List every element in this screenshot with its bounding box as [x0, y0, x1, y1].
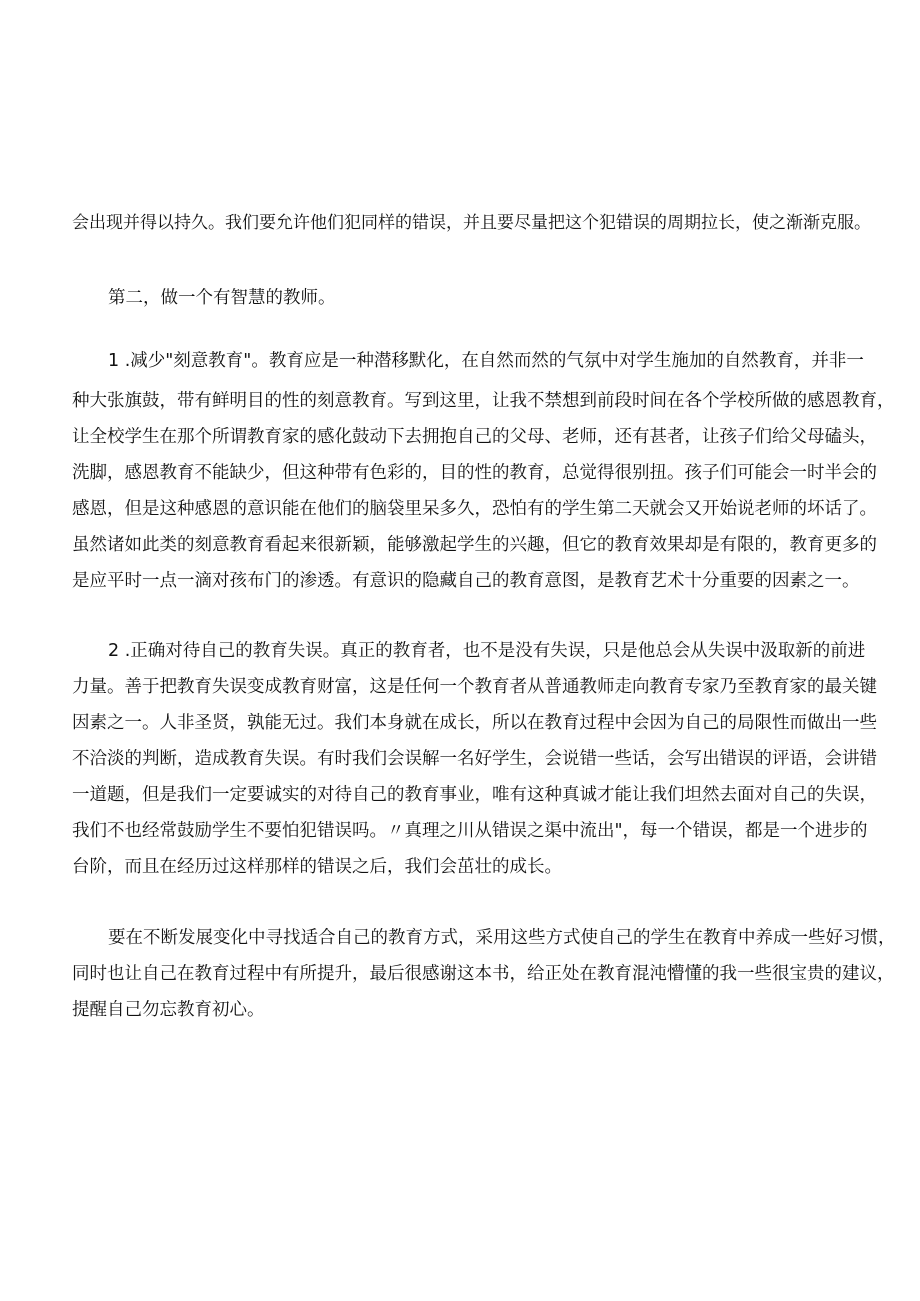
paragraph-line: 种大张旗鼓，带有鲜明目的性的刻意教育。写到这里，让我不禁想到前段时间在各个学校所做的感恩教育，	[72, 391, 895, 411]
paragraph-line: 台阶，而且在经历过这样那样的错误之后，我们会茁壮的成长。	[72, 857, 562, 877]
paragraph-line: 2 .正确对待自己的教育失误。真正的教育者，也不是没有失误，只是他总会从失误中汲取新的前进	[108, 641, 866, 661]
section-heading: 第二，做一个有智慧的教师。	[108, 288, 336, 308]
paragraph-line: 不洽淡的判断，造成教育失误。有时我们会误解一名好学生，会说错一些话，会写出错误的评语，会讲错	[72, 749, 877, 769]
paragraph-line: 虽然诸如此类的刻意教育看起来很新颖，能够激起学生的兴趣，但它的教育效果却是有限的，教育更多的	[72, 535, 877, 555]
paragraph-line: 要在不断发展变化中寻找适合自己的教育方式，采用这些方式使自己的学生在教育中养成一些好习惯，	[108, 928, 896, 948]
paragraph-line: 力量。善于把教育失误变成教育财富，这是任何一个教育者从普通教师走向教育专家乃至教育家的最关键	[72, 677, 877, 697]
paragraph-line: 提醒自己勿忘教育初心。	[72, 1000, 265, 1020]
paragraph-line: 会出现并得以持久。我们要允许他们犯同样的错误，并且要尽量把这个犯错误的周期拉长，使之渐渐克服。	[72, 213, 871, 233]
paragraph-line: 洗脚，感恩教育不能缺少，但这种带有色彩的，目的性的教育，总觉得很别扭。孩子们可能会一时半会的	[72, 463, 877, 483]
paragraph-line: 让全校学生在那个所谓教育家的感化鼓动下去拥抱自己的父母、老师，还有甚者，让孩子们给父母磕头，	[72, 427, 877, 447]
paragraph-line: 因素之一。人非圣贤，孰能无过。我们本身就在成长，所以在教育过程中会因为自己的局限性而做出一些	[72, 713, 877, 733]
paragraph-line: 感恩，但是这种感恩的意识能在他们的脑袋里呆多久，恐怕有的学生第二天就会又开始说老师的坏话了。	[72, 499, 877, 519]
paragraph-line: 我们不也经常鼓励学生不要怕犯错误吗。〃真理之川从错误之渠中流出"，每一个错误，都是一个进步的	[72, 821, 868, 841]
paragraph-line: 1 .减少"刻意教育"。教育应是一种潜移默化，在自然而然的气氛中对学生施加的自然教育，并非一	[108, 351, 864, 371]
paragraph-line: 是应平时一点一滴对孩布门的渗透。有意识的隐藏自己的教育意图，是教育艺术十分重要的因素之一。	[72, 571, 860, 591]
paragraph-line: 一道题，但是我们一定要诚实的对待自己的教育事业，唯有这种真诚才能让我们坦然去面对自己的失误，	[72, 785, 877, 805]
paragraph-line: 同时也让自己在教育过程中有所提升，最后很感谢这本书，给正处在教育混沌懵懂的我一些很宝贵的建议，	[72, 964, 895, 984]
